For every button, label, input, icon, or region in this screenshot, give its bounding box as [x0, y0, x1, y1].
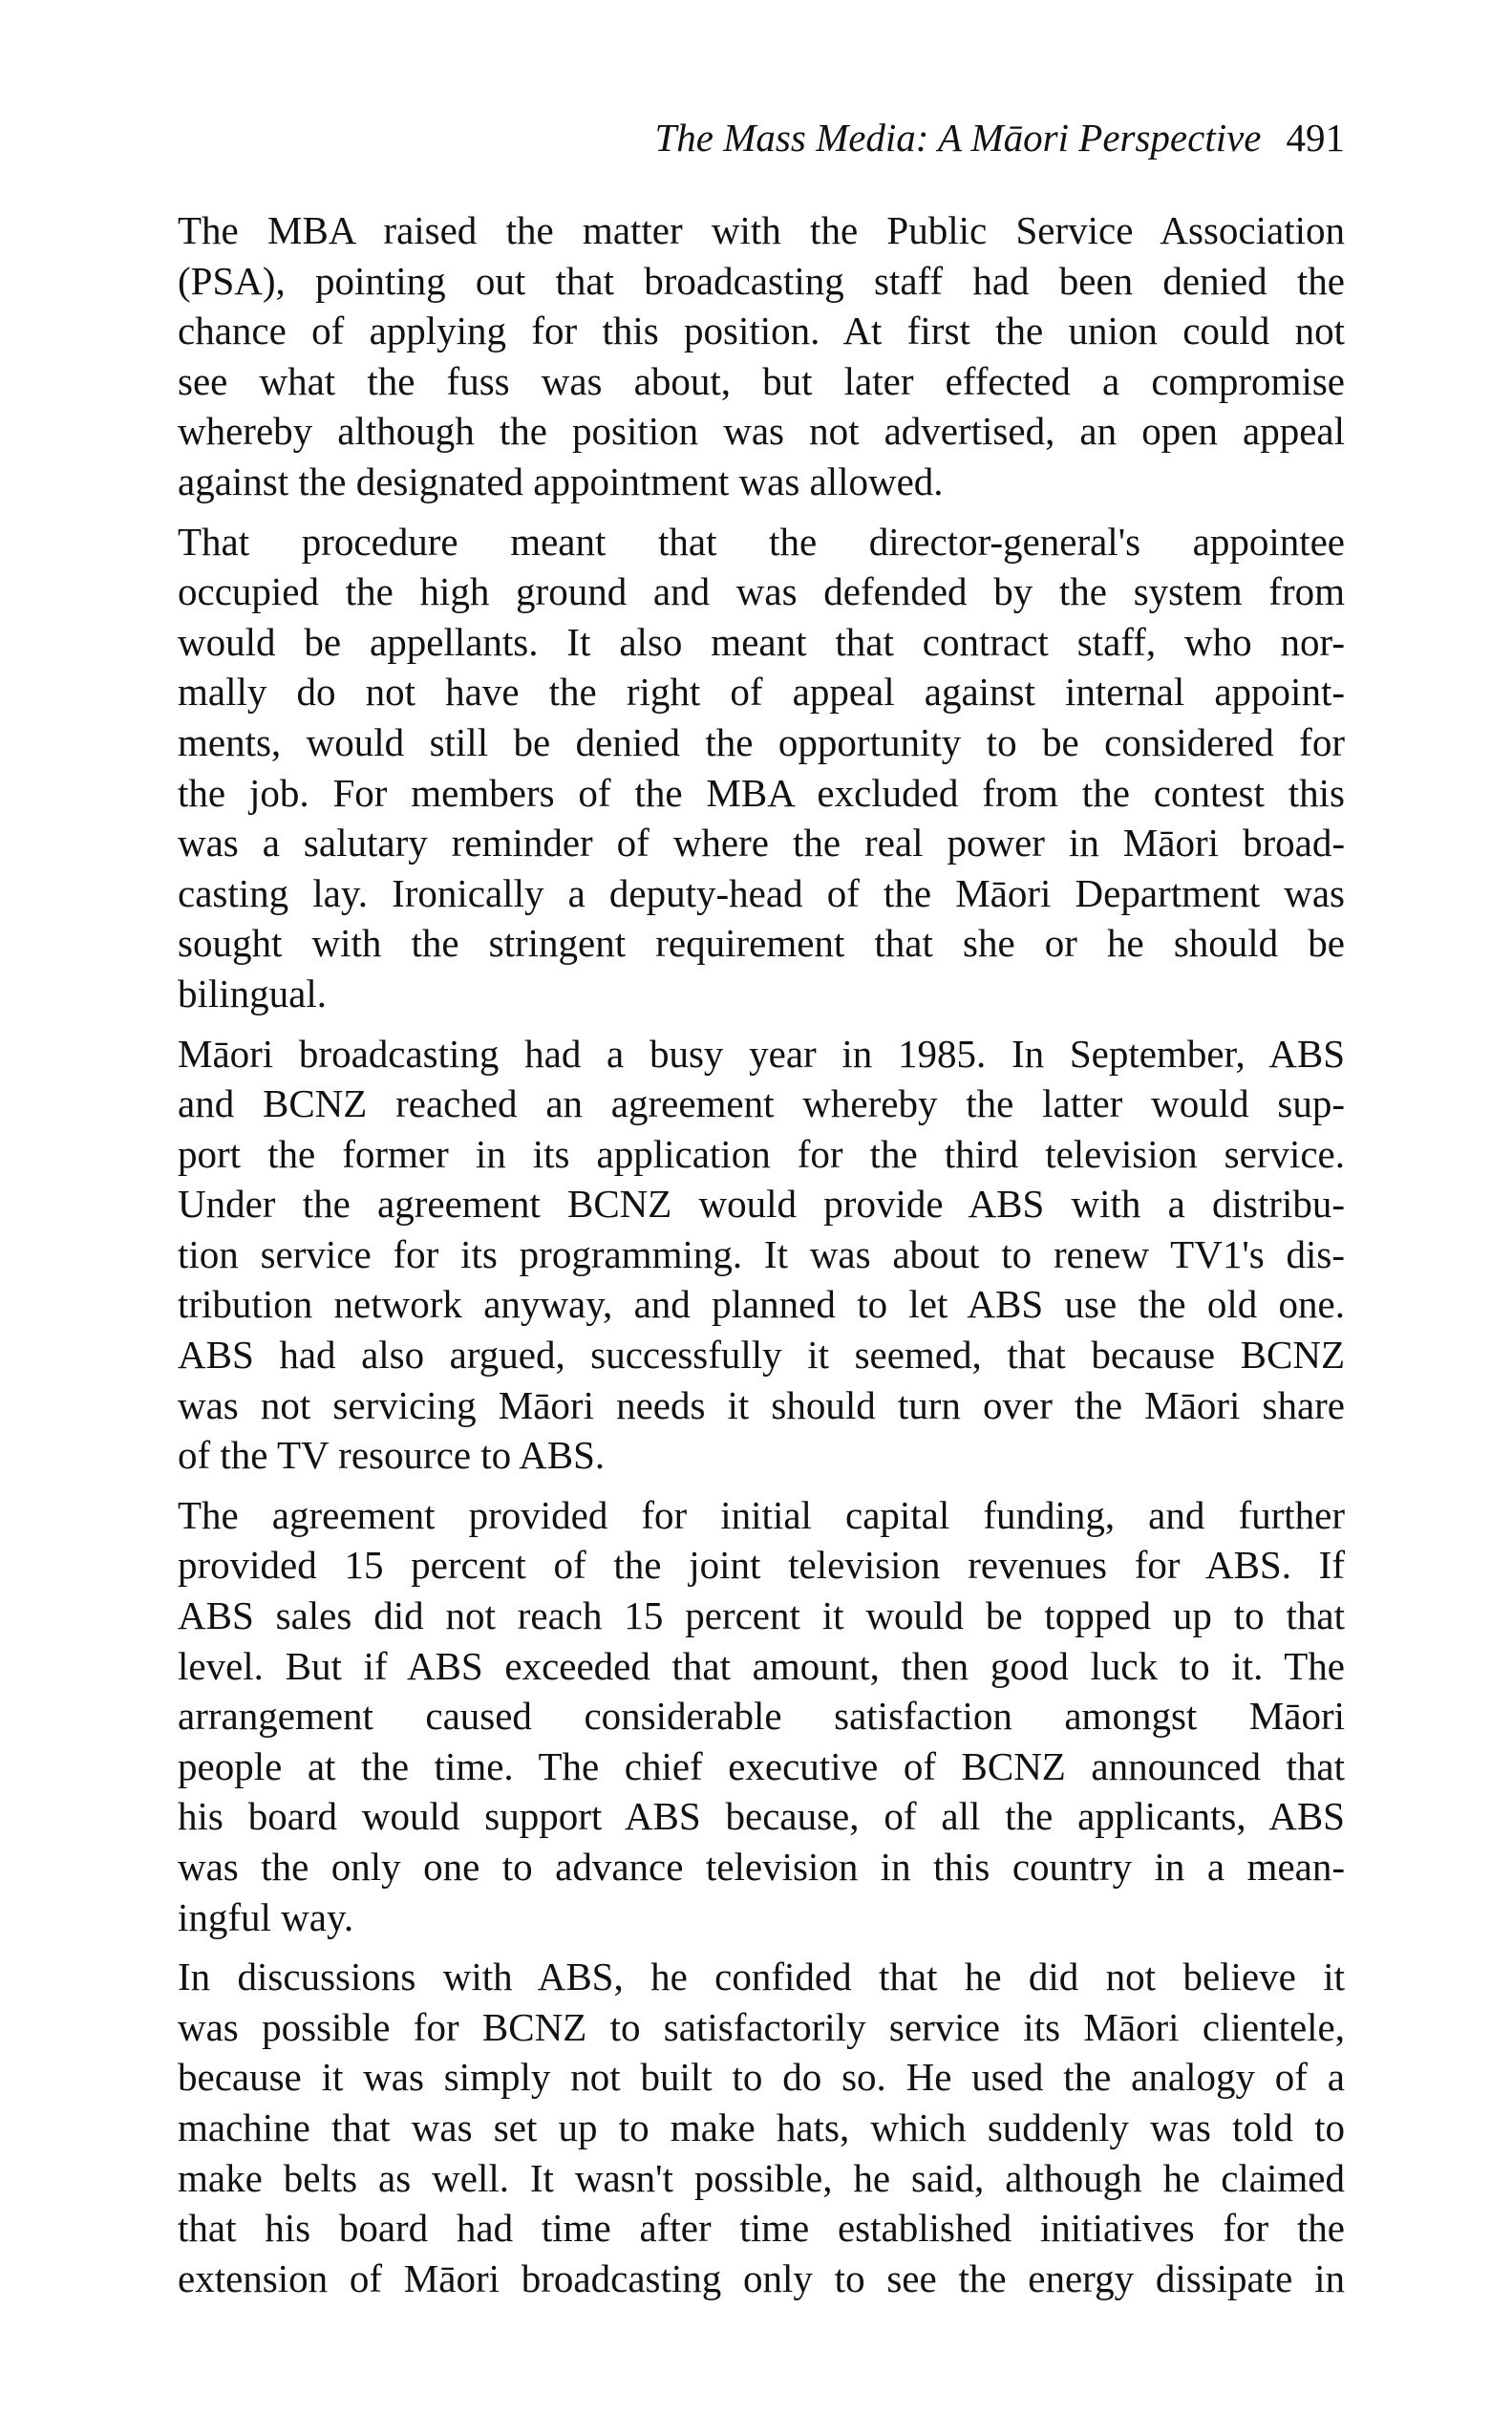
- text-line: because it was simply not built to do so. He used the analogy of a: [178, 2055, 1345, 2100]
- text-line: was not servicing Māori needs it should turn over the Māori share: [178, 1382, 1345, 1427]
- running-head-title: The Mass Media: A Māori Perspective: [654, 116, 1262, 160]
- text-line: That procedure meant that the director-general's appointee: [178, 519, 1345, 564]
- text-line: (PSA), pointing out that broadcasting staff had been denied the: [178, 258, 1345, 303]
- text-line: was the only one to advance television in this country in a mean-: [178, 1845, 1345, 1889]
- paragraph-4: [178, 1490, 1345, 1942]
- text-line: would be appellants. It also meant that contract staff, who nor-: [178, 619, 1345, 664]
- text-line: was possible for BCNZ to satisfactorily service its Māori clientele,: [178, 2004, 1345, 2049]
- text-line: port the former in its application for the third television service.: [178, 1131, 1345, 1176]
- text-line: ments, would still be denied the opportunity to be considered for: [178, 719, 1345, 764]
- text-line: In discussions with ABS, he confided that he did not believe it: [178, 1955, 1345, 1999]
- paragraph-3: [178, 1029, 1345, 1481]
- text-line: ABS sales did not reach 15 percent it would be topped up to that: [178, 1593, 1345, 1638]
- text-line: arrangement caused considerable satisfaction amongst Māori: [178, 1694, 1345, 1739]
- text-line: ingful way.: [178, 1894, 354, 1939]
- text-line: whereby although the position was not advertised, an open appeal: [178, 409, 1345, 454]
- text-line: The agreement provided for initial capital funding, and further: [178, 1492, 1345, 1537]
- text-line: Māori broadcasting had a busy year in 1985. In September, ABS: [178, 1031, 1345, 1076]
- paragraph-1: [178, 205, 1345, 507]
- text-line: sought with the stringent requirement that she or he should be: [178, 921, 1345, 966]
- text-line: ABS had also argued, successfully it seemed, that because BCNZ: [178, 1333, 1345, 1378]
- paragraph-5: [178, 1952, 1345, 2303]
- text-line: level. But if ABS exceeded that amount, then good luck to it. The: [178, 1643, 1345, 1688]
- text-line: Under the agreement BCNZ would provide ABS with a distribu-: [178, 1182, 1345, 1227]
- text-line: his board would support ABS because, of all the applicants, ABS: [178, 1794, 1345, 1839]
- body-text: [178, 205, 1345, 2313]
- text-line: of the TV resource to ABS.: [178, 1433, 606, 1478]
- text-line: that his board had time after time established initiatives for the: [178, 2206, 1345, 2251]
- text-line: provided 15 percent of the joint television revenues for ABS. If: [178, 1543, 1345, 1588]
- text-line: against the designated appointment was allowed.: [178, 459, 944, 503]
- text-line: was a salutary reminder of where the real power in Māori broad-: [178, 821, 1345, 866]
- page-number: 491: [1286, 116, 1345, 160]
- text-line: tribution network anyway, and planned to let ABS use the old one.: [178, 1282, 1345, 1327]
- text-line: make belts as well. It wasn't possible, he said, although he claimed: [178, 2155, 1345, 2200]
- text-line: mally do not have the right of appeal against internal appoint-: [178, 670, 1345, 715]
- text-line: chance of applying for this position. At first the union could not: [178, 309, 1345, 353]
- text-line: people at the time. The chief executive of BCNZ announced that: [178, 1743, 1345, 1788]
- text-line: the job. For members of the MBA excluded from the contest this: [178, 770, 1345, 815]
- text-line: see what the fuss was about, but later effected a compromise: [178, 358, 1345, 403]
- running-head: [178, 113, 1345, 162]
- text-line: occupied the high ground and was defended by the system from: [178, 569, 1345, 614]
- text-line: machine that was set up to make hats, which suddenly was told to: [178, 2105, 1345, 2149]
- text-line: tion service for its programming. It was about to renew TV1's dis-: [178, 1231, 1345, 1276]
- text-line: extension of Māori broadcasting only to see the energy dissipate in: [178, 2255, 1345, 2300]
- text-line: The MBA raised the matter with the Public Service Association: [178, 208, 1345, 252]
- text-line: and BCNZ reached an agreement whereby the latter would sup-: [178, 1081, 1345, 1126]
- paragraph-2: [178, 517, 1345, 1019]
- text-line: casting lay. Ironically a deputy-head of the Māori Department was: [178, 870, 1345, 915]
- text-line: bilingual.: [178, 971, 328, 1015]
